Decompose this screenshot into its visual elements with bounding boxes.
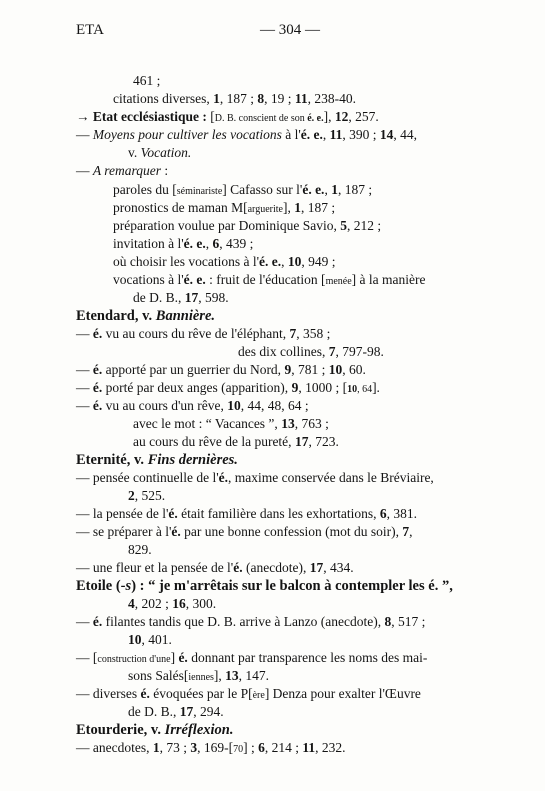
index-line: de D. B., 17, 598. — [133, 290, 229, 305]
index-headword-line: Etendard, v. Bannière. — [76, 308, 215, 324]
page-number: — 304 — — [260, 22, 320, 38]
index-line: — Moyens pour cultiver les vocations à l'é. e., 11, 390 ; 14, 44, — [76, 127, 418, 142]
index-line: — é. vu au cours du rêve de l'éléphant, 7, 358 ; — [76, 326, 331, 341]
running-head: ETA — [76, 22, 104, 38]
index-line: — diverses é. évoquées par le P[ère] Denza pour exalter l'Œuvre — [76, 686, 421, 701]
index-line: où choisir les vocations à l'é. e., 10, 949 ; — [113, 254, 336, 269]
index-line: — une fleur et la pensée de l'é. (anecdote), 17, 434. — [76, 560, 354, 575]
index-line: — é. vu au cours d'un rêve, 10, 44, 48, 64 ; — [76, 398, 309, 413]
index-line: 2, 525. — [128, 488, 166, 503]
index-line: v. Vocation. — [128, 145, 192, 160]
index-line: pronostics de maman M[arguerite], 1, 187 ; — [113, 200, 336, 215]
index-line: sons Salés[iennes], 13, 147. — [128, 668, 270, 683]
index-line: citations diverses, 1, 187 ; 8, 19 ; 11, 238-40. — [113, 91, 357, 106]
index-line: invitation à l'é. e., 6, 439 ; — [113, 236, 254, 251]
index-line: — anecdotes, 1, 73 ; 3, 169-[70] ; 6, 214 ; 11, 232. — [76, 740, 346, 755]
index-line: 829. — [128, 542, 152, 557]
index-line: — é. filantes tandis que D. B. arrive à Lanzo (anecdote), 8, 517 ; — [76, 614, 426, 629]
index-line: — é. apporté par un guerrier du Nord, 9, 781 ; 10, 60. — [76, 362, 366, 377]
index-headword-line: Etourderie, v. Irréflexion. — [76, 722, 234, 738]
index-line: au cours du rêve de la pureté, 17, 723. — [133, 434, 339, 449]
index-line: avec le mot : “ Vacances ”, 13, 763 ; — [133, 416, 329, 431]
index-line: vocations à l'é. e. : fruit de l'éducation [menée] à la manière — [113, 272, 426, 287]
index-line: — pensée continuelle de l'é., maxime conservée dans le Bréviaire, — [76, 470, 434, 485]
index-line: des dix collines, 7, 797-98. — [238, 344, 384, 359]
index-line: — A remarquer : — [76, 163, 169, 178]
index-line: 461 ; — [133, 73, 161, 88]
index-headword-line: Eternité, v. Fins dernières. — [76, 452, 238, 468]
index-line: — é. porté par deux anges (apparition), 9, 1000 ; [10, 64]. — [76, 380, 380, 395]
index-line: — se préparer à l'é. par une bonne confession (mot du soir), 7, — [76, 524, 413, 539]
index-headword-line: Etoile (-s) : “ je m'arrêtais sur le balcon à contempler les é. ”, — [76, 578, 453, 594]
index-line: 4, 202 ; 16, 300. — [128, 596, 217, 611]
index-line: préparation voulue par Dominique Savio, 5, 212 ; — [113, 218, 382, 233]
index-line: 10, 401. — [128, 632, 172, 647]
index-line: paroles du [séminariste] Cafasso sur l'é. e., 1, 187 ; — [113, 182, 373, 197]
index-line: → Etat ecclésiastique : [D. B. conscient de son é. e.], 12, 257. — [76, 109, 379, 124]
index-line: de D. B., 17, 294. — [128, 704, 224, 719]
index-line: — [construction d'une] é. donnant par transparence les noms des mai- — [76, 650, 428, 665]
index-line: — la pensée de l'é. était familière dans les exhortations, 6, 381. — [76, 506, 417, 521]
running-header — [76, 22, 466, 42]
